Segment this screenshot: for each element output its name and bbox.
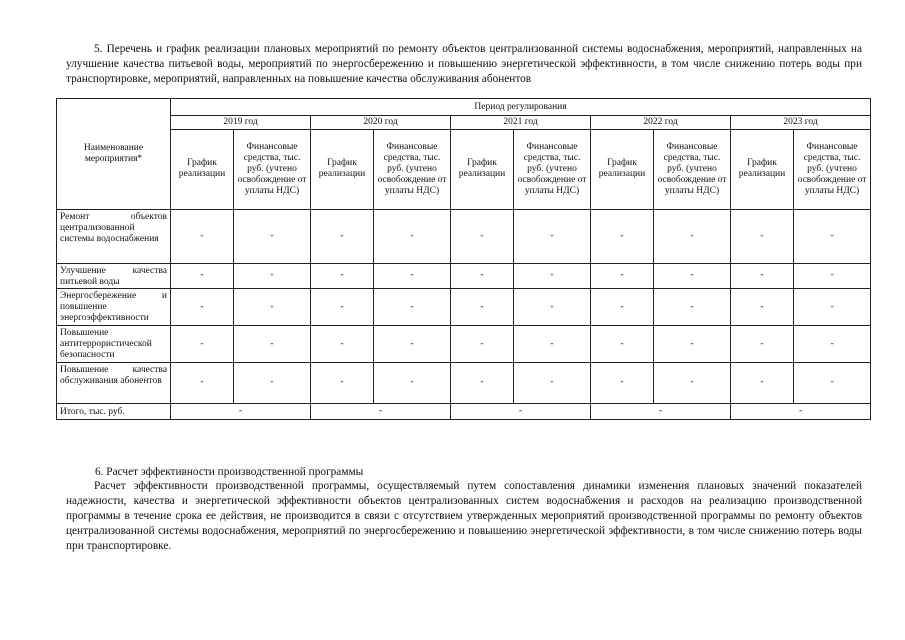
value-cell: -	[171, 263, 234, 289]
value-cell: -	[451, 363, 514, 403]
total-value-cell: -	[731, 403, 871, 419]
value-cell: -	[794, 210, 871, 264]
year-header: 2023 год	[731, 116, 871, 129]
value-cell: -	[794, 263, 871, 289]
total-value-cell: -	[311, 403, 451, 419]
schedule-subheader: График реализации	[591, 129, 654, 209]
section-6-body: Расчет эффективности производственной программы, осуществляемый путем сопоставления динамики изменения плановых значений показателей надежности, качества и энергетической эффективности объектов централизованных систем водоснабжения и расходов на реализацию производственной программы в течение срока ее действия, не производится в связи с отсутствием утвержденных мероприятий производственной программы по ремонту объектов централизованной системы водоснабжения, мероприятий по энергосбережению и повышению энергетической эффективности, в том числе снижению потерь воды при транспортировке.	[66, 480, 862, 552]
value-cell: -	[794, 363, 871, 403]
value-cell: -	[514, 326, 591, 363]
value-cell: -	[514, 210, 591, 264]
value-cell: -	[374, 210, 451, 264]
value-cell: -	[234, 326, 311, 363]
value-cell: -	[591, 263, 654, 289]
total-value-cell: -	[171, 403, 311, 419]
schedule-subheader: График реализации	[171, 129, 234, 209]
table-row	[57, 289, 871, 326]
schedule-subheader: График реализации	[311, 129, 374, 209]
table-row	[57, 210, 871, 264]
total-value-cell: -	[591, 403, 731, 419]
finance-subheader: Финансовые средства, тыс. руб. (учтено освобождение от уплаты НДС)	[374, 129, 451, 209]
value-cell: -	[451, 263, 514, 289]
value-cell: -	[171, 326, 234, 363]
value-cell: -	[171, 363, 234, 403]
activity-name-cell: Повышение качества обслуживания абонентов	[57, 363, 171, 403]
total-value-cell: -	[451, 403, 591, 419]
value-cell: -	[234, 289, 311, 326]
table-row	[57, 263, 871, 289]
value-cell: -	[591, 363, 654, 403]
value-cell: -	[654, 363, 731, 403]
value-cell: -	[311, 210, 374, 264]
value-cell: -	[514, 363, 591, 403]
value-cell: -	[374, 263, 451, 289]
value-cell: -	[654, 210, 731, 264]
year-header: 2021 год	[451, 116, 591, 129]
section-5-heading: 5. Перечень и график реализации плановых мероприятий по ремонту объектов централизованной системы водоснабжения, мероприятий, направленных на улучшение качества питьевой воды, мероприятий по энергосбережению и повышению энергетической эффективности, в том числе снижению потерь воды при транспортировке, мероприятий, направленных на повышение качества обслуживания абонентов	[66, 43, 862, 85]
value-cell: -	[171, 210, 234, 264]
activity-name-cell: Энергосбережение и повышение энергоэффективности	[57, 289, 171, 326]
value-cell: -	[451, 210, 514, 264]
value-cell: -	[311, 363, 374, 403]
value-cell: -	[654, 326, 731, 363]
year-header: 2020 год	[311, 116, 451, 129]
finance-subheader: Финансовые средства, тыс. руб. (учтено освобождение от уплаты НДС)	[514, 129, 591, 209]
value-cell: -	[451, 326, 514, 363]
value-cell: -	[171, 289, 234, 326]
value-cell: -	[591, 210, 654, 264]
value-cell: -	[234, 363, 311, 403]
finance-subheader: Финансовые средства, тыс. руб. (учтено освобождение от уплаты НДС)	[654, 129, 731, 209]
value-cell: -	[591, 289, 654, 326]
value-cell: -	[654, 289, 731, 326]
year-header: 2022 год	[591, 116, 731, 129]
value-cell: -	[311, 326, 374, 363]
activity-name-cell: Повышение антитеррористической безопасности	[57, 326, 171, 363]
table-row	[57, 326, 871, 363]
activities-schedule-table	[56, 98, 871, 420]
value-cell: -	[794, 326, 871, 363]
value-cell: -	[374, 289, 451, 326]
value-cell: -	[311, 263, 374, 289]
value-cell: -	[374, 326, 451, 363]
value-cell: -	[731, 363, 794, 403]
total-label: Итого, тыс. руб.	[57, 403, 171, 419]
schedule-subheader: График реализации	[731, 129, 794, 209]
value-cell: -	[731, 263, 794, 289]
period-header: Период регулирования	[171, 99, 871, 116]
finance-subheader: Финансовые средства, тыс. руб. (учтено освобождение от уплаты НДС)	[794, 129, 871, 209]
value-cell: -	[731, 210, 794, 264]
value-cell: -	[234, 263, 311, 289]
schedule-subheader: График реализации	[451, 129, 514, 209]
value-cell: -	[514, 263, 591, 289]
value-cell: -	[234, 210, 311, 264]
value-cell: -	[794, 289, 871, 326]
value-cell: -	[731, 326, 794, 363]
activity-name-cell: Ремонт объектов централизованной системы водоснабжения	[57, 210, 171, 264]
value-cell: -	[591, 326, 654, 363]
finance-subheader: Финансовые средства, тыс. руб. (учтено освобождение от уплаты НДС)	[234, 129, 311, 209]
column-header-activity-name: Наименование мероприятия*	[57, 99, 171, 210]
activity-name-cell: Улучшение качества питьевой воды	[57, 263, 171, 289]
year-header: 2019 год	[171, 116, 311, 129]
value-cell: -	[731, 289, 794, 326]
value-cell: -	[514, 289, 591, 326]
value-cell: -	[374, 363, 451, 403]
value-cell: -	[451, 289, 514, 326]
value-cell: -	[311, 289, 374, 326]
total-row	[57, 403, 871, 419]
section-6-heading: 6. Расчет эффективности производственной программы	[95, 466, 364, 478]
table-row	[57, 363, 871, 403]
value-cell: -	[654, 263, 731, 289]
